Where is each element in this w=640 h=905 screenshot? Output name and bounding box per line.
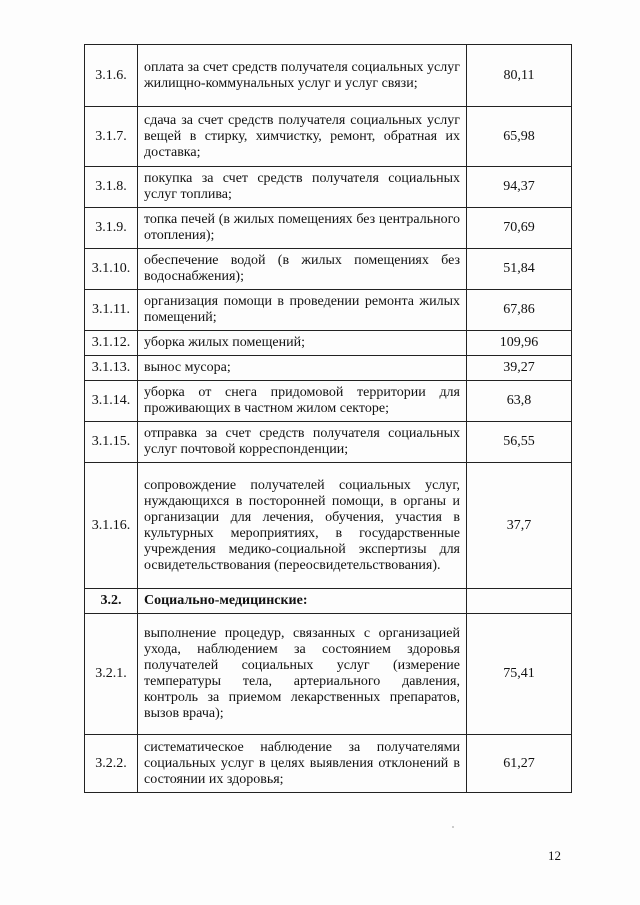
service-description: топка печей (в жилых помещениях без центрального отопления);	[138, 208, 467, 249]
service-price: 80,11	[467, 45, 572, 107]
service-price: 63,8	[467, 381, 572, 422]
table-row	[85, 208, 572, 249]
service-price: 51,84	[467, 249, 572, 290]
table-row	[85, 381, 572, 422]
row-number: 3.1.7.	[85, 107, 138, 167]
service-description: уборка от снега придомовой территории для проживающих в частном жилом секторе;	[138, 381, 467, 422]
service-description: организация помощи в проведении ремонта жилых помещений;	[138, 290, 467, 331]
service-description: оплата за счет средств получателя социальных услуг жилищно-коммунальных услуг и услуг связи;	[138, 45, 467, 107]
service-description: Социально-медицинские:	[138, 589, 467, 614]
row-number: 3.2.1.	[85, 614, 138, 735]
table-row	[85, 107, 572, 167]
service-description: покупка за счет средств получателя социальных услуг топлива;	[138, 167, 467, 208]
row-number: 3.1.6.	[85, 45, 138, 107]
row-number: 3.1.9.	[85, 208, 138, 249]
service-description: сдача за счет средств получателя социальных услуг вещей в стирку, химчистку, ремонт, обратная их доставка;	[138, 107, 467, 167]
tariff-table	[84, 44, 572, 793]
table-row	[85, 45, 572, 107]
service-price: 37,7	[467, 463, 572, 589]
page-number: 12	[548, 848, 561, 863]
table-row	[85, 735, 572, 793]
service-price: 56,55	[467, 422, 572, 463]
table-row	[85, 614, 572, 735]
service-price: 75,41	[467, 614, 572, 735]
service-price: 61,27	[467, 735, 572, 793]
table-row	[85, 422, 572, 463]
service-description: уборка жилых помещений;	[138, 331, 467, 356]
service-description: обеспечение водой (в жилых помещениях без водоснабжения);	[138, 249, 467, 290]
row-number: 3.1.10.	[85, 249, 138, 290]
row-number: 3.2.2.	[85, 735, 138, 793]
row-number: 3.1.14.	[85, 381, 138, 422]
row-number: 3.1.13.	[85, 356, 138, 381]
service-price: 65,98	[467, 107, 572, 167]
service-description: отправка за счет средств получателя социальных услуг почтовой корреспонденции;	[138, 422, 467, 463]
table-row	[85, 249, 572, 290]
service-price: 39,27	[467, 356, 572, 381]
service-description: сопровождение получателей социальных услуг, нуждающихся в посторонней помощи, в органы и организации для лечения, обучения, участия в культурных мероприятиях, в государственные учреждения медико-социальной экспертизы для освидетельствования (переосвидетельствования).	[138, 463, 467, 589]
table-row	[85, 290, 572, 331]
service-price	[467, 589, 572, 614]
table-row	[85, 463, 572, 589]
service-price: 94,37	[467, 167, 572, 208]
service-price: 67,86	[467, 290, 572, 331]
row-number: 3.2.	[85, 589, 138, 614]
table-row	[85, 167, 572, 208]
row-number: 3.1.12.	[85, 331, 138, 356]
service-description: систематическое наблюдение за получателями социальных услуг в целях выявления отклонений в состоянии их здоровья;	[138, 735, 467, 793]
section-row	[85, 589, 572, 614]
row-number: 3.1.11.	[85, 290, 138, 331]
row-number: 3.1.8.	[85, 167, 138, 208]
service-price: 70,69	[467, 208, 572, 249]
scan-speck	[452, 826, 454, 828]
table-row	[85, 356, 572, 381]
row-number: 3.1.16.	[85, 463, 138, 589]
service-price: 109,96	[467, 331, 572, 356]
row-number: 3.1.15.	[85, 422, 138, 463]
service-description: выполнение процедур, связанных с организацией ухода, наблюдением за состоянием здоровья получателей социальных услуг (измерение температуры тела, артериального давления, контроль за приемом лекарственных препаратов, вызов врача);	[138, 614, 467, 735]
service-description: вынос мусора;	[138, 356, 467, 381]
table-row	[85, 331, 572, 356]
